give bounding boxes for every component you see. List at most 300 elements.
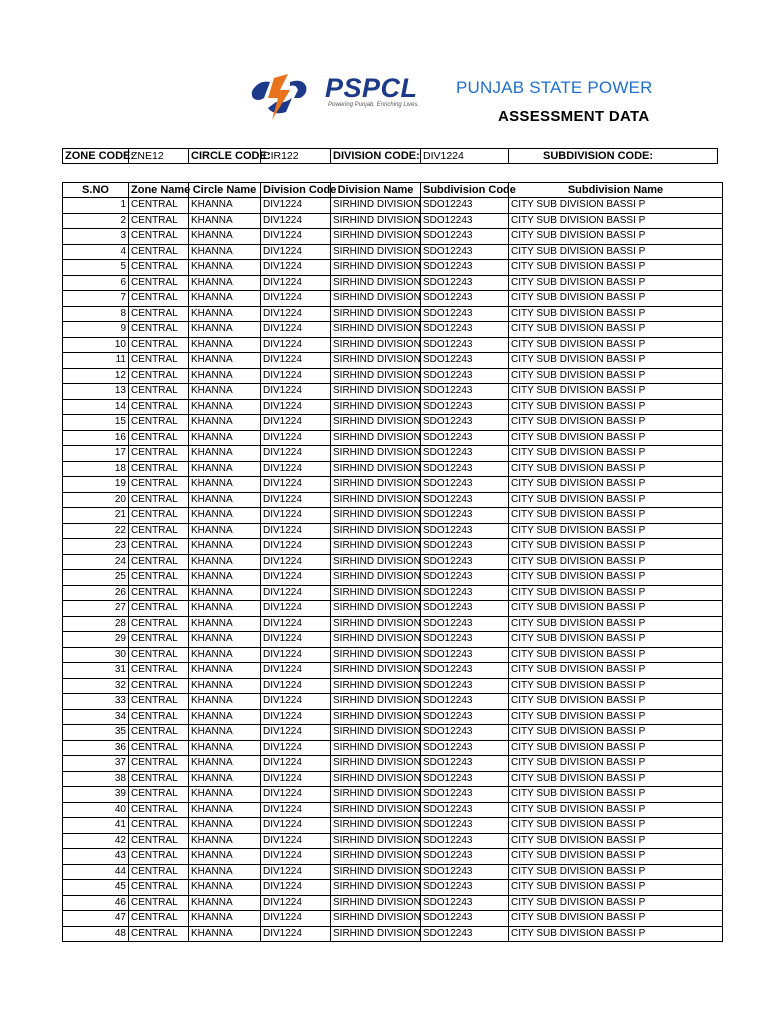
table-cell: CENTRAL	[129, 523, 189, 539]
table-cell: SDO12243	[421, 895, 509, 911]
table-cell: SIRHIND DIVISION	[331, 833, 421, 849]
table-cell: SIRHIND DIVISION	[331, 384, 421, 400]
table-cell: SIRHIND DIVISION	[331, 368, 421, 384]
table-cell: CITY SUB DIVISION BASSI P	[509, 694, 723, 710]
table-cell: CENTRAL	[129, 740, 189, 756]
table-cell: KHANNA	[189, 585, 261, 601]
table-cell: KHANNA	[189, 911, 261, 927]
table-cell: KHANNA	[189, 926, 261, 942]
table-cell: KHANNA	[189, 198, 261, 214]
table-cell: SIRHIND DIVISION	[331, 709, 421, 725]
column-header: Division Code	[261, 183, 331, 198]
serial-number-cell: 47	[63, 911, 129, 927]
serial-number-cell: 37	[63, 756, 129, 772]
table-row	[63, 787, 723, 803]
table-cell: SIRHIND DIVISION	[331, 260, 421, 276]
table-cell: CENTRAL	[129, 430, 189, 446]
circle-code-value: CIR122	[261, 149, 331, 164]
logo-wordmark: PSPCL	[325, 73, 418, 103]
table-cell: SIRHIND DIVISION	[331, 492, 421, 508]
table-cell: DIV1224	[261, 663, 331, 679]
table-cell: CENTRAL	[129, 833, 189, 849]
serial-number-cell: 6	[63, 275, 129, 291]
table-cell: DIV1224	[261, 880, 331, 896]
table-cell: CENTRAL	[129, 477, 189, 493]
table-cell: KHANNA	[189, 492, 261, 508]
table-cell: KHANNA	[189, 601, 261, 617]
table-cell: CENTRAL	[129, 911, 189, 927]
table-cell: DIV1224	[261, 632, 331, 648]
table-row	[63, 864, 723, 880]
table-cell: CITY SUB DIVISION BASSI P	[509, 880, 723, 896]
table-cell: CITY SUB DIVISION BASSI P	[509, 771, 723, 787]
serial-number-cell: 42	[63, 833, 129, 849]
table-cell: KHANNA	[189, 895, 261, 911]
table-row	[63, 198, 723, 214]
table-row	[63, 430, 723, 446]
table-cell: CITY SUB DIVISION BASSI P	[509, 508, 723, 524]
table-row	[63, 353, 723, 369]
table-cell: SDO12243	[421, 756, 509, 772]
table-cell: DIV1224	[261, 601, 331, 617]
table-cell: CENTRAL	[129, 554, 189, 570]
table-cell: CENTRAL	[129, 353, 189, 369]
table-cell: SDO12243	[421, 802, 509, 818]
table-cell: KHANNA	[189, 771, 261, 787]
table-cell: CITY SUB DIVISION BASSI P	[509, 601, 723, 617]
serial-number-cell: 44	[63, 864, 129, 880]
table-cell: SIRHIND DIVISION	[331, 864, 421, 880]
serial-number-cell: 34	[63, 709, 129, 725]
table-cell: SDO12243	[421, 260, 509, 276]
zone-code-value: ZNE12	[129, 149, 189, 164]
serial-number-cell: 18	[63, 461, 129, 477]
table-cell: CENTRAL	[129, 260, 189, 276]
table-cell: KHANNA	[189, 477, 261, 493]
table-row	[63, 585, 723, 601]
table-cell: CENTRAL	[129, 570, 189, 586]
table-cell: SIRHIND DIVISION	[331, 275, 421, 291]
table-cell: CITY SUB DIVISION BASSI P	[509, 198, 723, 214]
table-cell: KHANNA	[189, 554, 261, 570]
division-code-label: DIVISION CODE:	[331, 149, 421, 164]
table-cell: DIV1224	[261, 647, 331, 663]
table-row	[63, 880, 723, 896]
table-cell: CENTRAL	[129, 508, 189, 524]
table-cell: DIV1224	[261, 260, 331, 276]
table-cell: KHANNA	[189, 399, 261, 415]
logo-tagline: Powering Punjab, Enriching Lives.	[328, 102, 420, 108]
serial-number-cell: 38	[63, 771, 129, 787]
table-cell: KHANNA	[189, 244, 261, 260]
table-cell: SDO12243	[421, 508, 509, 524]
serial-number-cell: 7	[63, 291, 129, 307]
table-cell: SIRHIND DIVISION	[331, 539, 421, 555]
table-cell: SIRHIND DIVISION	[331, 663, 421, 679]
table-row	[63, 306, 723, 322]
table-cell: CITY SUB DIVISION BASSI P	[509, 911, 723, 927]
table-cell: CENTRAL	[129, 756, 189, 772]
table-cell: CITY SUB DIVISION BASSI P	[509, 709, 723, 725]
table-cell: SIRHIND DIVISION	[331, 244, 421, 260]
table-row	[63, 694, 723, 710]
table-cell: DIV1224	[261, 337, 331, 353]
table-row	[63, 663, 723, 679]
serial-number-cell: 46	[63, 895, 129, 911]
table-cell: CITY SUB DIVISION BASSI P	[509, 353, 723, 369]
table-cell: SDO12243	[421, 322, 509, 338]
table-cell: KHANNA	[189, 384, 261, 400]
table-cell: KHANNA	[189, 415, 261, 431]
serial-number-cell: 8	[63, 306, 129, 322]
table-cell: SIRHIND DIVISION	[331, 508, 421, 524]
table-cell: CENTRAL	[129, 291, 189, 307]
table-cell: CITY SUB DIVISION BASSI P	[509, 926, 723, 942]
column-header: Subdivision Code	[421, 183, 509, 198]
table-body	[63, 198, 723, 942]
table-cell: CENTRAL	[129, 539, 189, 555]
table-cell: CENTRAL	[129, 694, 189, 710]
table-cell: CITY SUB DIVISION BASSI P	[509, 291, 723, 307]
table-cell: SIRHIND DIVISION	[331, 477, 421, 493]
table-cell: DIV1224	[261, 833, 331, 849]
table-cell: CITY SUB DIVISION BASSI P	[509, 539, 723, 555]
circle-code-label: CIRCLE CODE:	[189, 149, 261, 164]
table-cell: KHANNA	[189, 461, 261, 477]
table-cell: SDO12243	[421, 709, 509, 725]
table-cell: KHANNA	[189, 849, 261, 865]
table-cell: SIRHIND DIVISION	[331, 911, 421, 927]
table-row	[63, 895, 723, 911]
table-cell: CITY SUB DIVISION BASSI P	[509, 213, 723, 229]
table-cell: KHANNA	[189, 818, 261, 834]
table-cell: CENTRAL	[129, 213, 189, 229]
table-cell: CITY SUB DIVISION BASSI P	[509, 818, 723, 834]
table-row	[63, 275, 723, 291]
table-row	[63, 368, 723, 384]
table-cell: KHANNA	[189, 647, 261, 663]
table-row	[63, 709, 723, 725]
table-cell: KHANNA	[189, 616, 261, 632]
pspcl-logo	[244, 68, 424, 128]
organization-title: PUNJAB STATE POWER	[456, 78, 653, 97]
column-header: Zone Name	[129, 183, 189, 198]
table-cell: SDO12243	[421, 585, 509, 601]
table-cell: SDO12243	[421, 353, 509, 369]
table-cell: CITY SUB DIVISION BASSI P	[509, 616, 723, 632]
table-cell: DIV1224	[261, 554, 331, 570]
table-cell: CITY SUB DIVISION BASSI P	[509, 678, 723, 694]
table-cell: SDO12243	[421, 678, 509, 694]
table-row	[63, 229, 723, 245]
table-cell: DIV1224	[261, 585, 331, 601]
serial-number-cell: 36	[63, 740, 129, 756]
table-cell: KHANNA	[189, 446, 261, 462]
serial-number-cell: 40	[63, 802, 129, 818]
column-header: Circle Name	[189, 183, 261, 198]
table-cell: CITY SUB DIVISION BASSI P	[509, 477, 723, 493]
table-cell: SDO12243	[421, 430, 509, 446]
table-cell: DIV1224	[261, 570, 331, 586]
table-cell: CENTRAL	[129, 384, 189, 400]
table-cell: CITY SUB DIVISION BASSI P	[509, 647, 723, 663]
table-row	[63, 678, 723, 694]
table-cell: CITY SUB DIVISION BASSI P	[509, 849, 723, 865]
table-cell: SDO12243	[421, 337, 509, 353]
table-cell: CENTRAL	[129, 632, 189, 648]
serial-number-cell: 17	[63, 446, 129, 462]
table-cell: CENTRAL	[129, 275, 189, 291]
table-cell: SIRHIND DIVISION	[331, 306, 421, 322]
table-cell: DIV1224	[261, 818, 331, 834]
table-cell: CENTRAL	[129, 895, 189, 911]
table-cell: SIRHIND DIVISION	[331, 740, 421, 756]
serial-number-cell: 35	[63, 725, 129, 741]
table-row	[63, 632, 723, 648]
table-cell: SIRHIND DIVISION	[331, 678, 421, 694]
table-cell: CITY SUB DIVISION BASSI P	[509, 430, 723, 446]
table-cell: SDO12243	[421, 616, 509, 632]
table-row	[63, 399, 723, 415]
table-cell: DIV1224	[261, 368, 331, 384]
table-cell: SDO12243	[421, 632, 509, 648]
table-cell: DIV1224	[261, 864, 331, 880]
table-cell: SIRHIND DIVISION	[331, 570, 421, 586]
table-cell: CENTRAL	[129, 585, 189, 601]
serial-number-cell: 24	[63, 554, 129, 570]
table-cell: CITY SUB DIVISION BASSI P	[509, 244, 723, 260]
serial-number-cell: 9	[63, 322, 129, 338]
serial-number-cell: 48	[63, 926, 129, 942]
table-cell: SIRHIND DIVISION	[331, 229, 421, 245]
table-cell: DIV1224	[261, 694, 331, 710]
table-cell: DIV1224	[261, 213, 331, 229]
table-cell: CENTRAL	[129, 787, 189, 803]
table-row	[63, 554, 723, 570]
table-cell: SIRHIND DIVISION	[331, 213, 421, 229]
table-cell: CENTRAL	[129, 864, 189, 880]
table-cell: SDO12243	[421, 864, 509, 880]
serial-number-cell: 23	[63, 539, 129, 555]
table-cell: SIRHIND DIVISION	[331, 446, 421, 462]
table-cell: DIV1224	[261, 849, 331, 865]
table-cell: SIRHIND DIVISION	[331, 337, 421, 353]
serial-number-cell: 14	[63, 399, 129, 415]
column-header: S.NO	[63, 183, 129, 198]
table-cell: CENTRAL	[129, 725, 189, 741]
table-cell: SDO12243	[421, 787, 509, 803]
table-cell: SDO12243	[421, 818, 509, 834]
table-cell: CITY SUB DIVISION BASSI P	[509, 554, 723, 570]
table-cell: SIRHIND DIVISION	[331, 756, 421, 772]
table-cell: KHANNA	[189, 353, 261, 369]
serial-number-cell: 3	[63, 229, 129, 245]
table-cell: DIV1224	[261, 275, 331, 291]
table-cell: DIV1224	[261, 461, 331, 477]
table-cell: SDO12243	[421, 384, 509, 400]
table-cell: SIRHIND DIVISION	[331, 554, 421, 570]
table-cell: CENTRAL	[129, 818, 189, 834]
serial-number-cell: 45	[63, 880, 129, 896]
table-cell: CITY SUB DIVISION BASSI P	[509, 864, 723, 880]
table-cell: CENTRAL	[129, 849, 189, 865]
serial-number-cell: 28	[63, 616, 129, 632]
serial-number-cell: 26	[63, 585, 129, 601]
table-cell: SIRHIND DIVISION	[331, 601, 421, 617]
table-cell: SDO12243	[421, 539, 509, 555]
table-cell: SIRHIND DIVISION	[331, 818, 421, 834]
serial-number-cell: 33	[63, 694, 129, 710]
table-cell: DIV1224	[261, 492, 331, 508]
serial-number-cell: 29	[63, 632, 129, 648]
serial-number-cell: 27	[63, 601, 129, 617]
document-title: ASSESSMENT DATA	[498, 108, 650, 125]
table-cell: DIV1224	[261, 911, 331, 927]
table-cell: KHANNA	[189, 678, 261, 694]
table-row	[63, 337, 723, 353]
table-cell: CENTRAL	[129, 880, 189, 896]
table-cell: SIRHIND DIVISION	[331, 430, 421, 446]
table-row	[63, 415, 723, 431]
table-cell: SIRHIND DIVISION	[331, 523, 421, 539]
table-cell: SIRHIND DIVISION	[331, 198, 421, 214]
table-cell: SIRHIND DIVISION	[331, 926, 421, 942]
table-cell: SDO12243	[421, 694, 509, 710]
table-cell: SIRHIND DIVISION	[331, 632, 421, 648]
table-cell: CENTRAL	[129, 244, 189, 260]
table-cell: DIV1224	[261, 415, 331, 431]
table-cell: CENTRAL	[129, 337, 189, 353]
table-cell: DIV1224	[261, 926, 331, 942]
table-cell: DIV1224	[261, 508, 331, 524]
table-cell: KHANNA	[189, 756, 261, 772]
serial-number-cell: 5	[63, 260, 129, 276]
table-cell: CENTRAL	[129, 322, 189, 338]
assessment-table-container	[62, 182, 664, 942]
table-cell: SIRHIND DIVISION	[331, 291, 421, 307]
table-cell: CENTRAL	[129, 306, 189, 322]
table-cell: CITY SUB DIVISION BASSI P	[509, 446, 723, 462]
table-cell: SIRHIND DIVISION	[331, 725, 421, 741]
table-cell: KHANNA	[189, 570, 261, 586]
table-cell: DIV1224	[261, 740, 331, 756]
table-row	[63, 384, 723, 400]
table-cell: CENTRAL	[129, 802, 189, 818]
table-cell: SIRHIND DIVISION	[331, 461, 421, 477]
table-row	[63, 260, 723, 276]
serial-number-cell: 30	[63, 647, 129, 663]
table-row	[63, 647, 723, 663]
table-row	[63, 725, 723, 741]
table-row	[63, 740, 723, 756]
table-cell: KHANNA	[189, 787, 261, 803]
table-cell: SDO12243	[421, 771, 509, 787]
table-cell: CITY SUB DIVISION BASSI P	[509, 833, 723, 849]
table-cell: KHANNA	[189, 740, 261, 756]
table-cell: SDO12243	[421, 461, 509, 477]
table-cell: DIV1224	[261, 616, 331, 632]
table-cell: CITY SUB DIVISION BASSI P	[509, 802, 723, 818]
table-cell: CITY SUB DIVISION BASSI P	[509, 740, 723, 756]
table-cell: CENTRAL	[129, 601, 189, 617]
table-cell: DIV1224	[261, 384, 331, 400]
table-row	[63, 756, 723, 772]
table-cell: KHANNA	[189, 663, 261, 679]
table-row	[63, 616, 723, 632]
table-cell: DIV1224	[261, 399, 331, 415]
table-cell: SDO12243	[421, 229, 509, 245]
table-cell: DIV1224	[261, 756, 331, 772]
codes-bar	[62, 148, 654, 164]
table-row	[63, 849, 723, 865]
table-row	[63, 771, 723, 787]
zone-code-label: ZONE CODE:	[63, 149, 129, 164]
table-cell: KHANNA	[189, 802, 261, 818]
table-cell: SDO12243	[421, 740, 509, 756]
table-cell: KHANNA	[189, 291, 261, 307]
table-cell: KHANNA	[189, 337, 261, 353]
serial-number-cell: 25	[63, 570, 129, 586]
table-cell: CITY SUB DIVISION BASSI P	[509, 725, 723, 741]
table-cell: DIV1224	[261, 198, 331, 214]
table-cell: CITY SUB DIVISION BASSI P	[509, 337, 723, 353]
table-cell: KHANNA	[189, 539, 261, 555]
table-cell: SDO12243	[421, 911, 509, 927]
table-row	[63, 322, 723, 338]
table-row	[63, 244, 723, 260]
table-cell: CENTRAL	[129, 709, 189, 725]
table-cell: DIV1224	[261, 787, 331, 803]
table-cell: SDO12243	[421, 415, 509, 431]
table-row	[63, 477, 723, 493]
table-cell: SDO12243	[421, 368, 509, 384]
table-cell: SIRHIND DIVISION	[331, 694, 421, 710]
table-cell: DIV1224	[261, 229, 331, 245]
table-cell: KHANNA	[189, 213, 261, 229]
table-row	[63, 818, 723, 834]
table-row	[63, 446, 723, 462]
table-cell: DIV1224	[261, 322, 331, 338]
table-row	[63, 523, 723, 539]
table-cell: CITY SUB DIVISION BASSI P	[509, 492, 723, 508]
lightning-logo-icon	[244, 68, 324, 128]
table-cell: KHANNA	[189, 368, 261, 384]
table-cell: DIV1224	[261, 523, 331, 539]
serial-number-cell: 21	[63, 508, 129, 524]
table-cell: KHANNA	[189, 725, 261, 741]
table-cell: SDO12243	[421, 244, 509, 260]
table-row	[63, 461, 723, 477]
table-cell: DIV1224	[261, 446, 331, 462]
table-cell: SDO12243	[421, 198, 509, 214]
serial-number-cell: 4	[63, 244, 129, 260]
serial-number-cell: 13	[63, 384, 129, 400]
table-cell: SDO12243	[421, 833, 509, 849]
table-header-row	[63, 183, 723, 198]
table-cell: CENTRAL	[129, 647, 189, 663]
table-cell: DIV1224	[261, 291, 331, 307]
table-cell: CITY SUB DIVISION BASSI P	[509, 523, 723, 539]
table-cell: SIRHIND DIVISION	[331, 880, 421, 896]
table-cell: CITY SUB DIVISION BASSI P	[509, 229, 723, 245]
table-cell: CENTRAL	[129, 771, 189, 787]
table-row	[63, 213, 723, 229]
table-cell: CENTRAL	[129, 678, 189, 694]
table-cell: DIV1224	[261, 477, 331, 493]
table-cell: SDO12243	[421, 291, 509, 307]
table-cell: SDO12243	[421, 926, 509, 942]
table-cell: SIRHIND DIVISION	[331, 802, 421, 818]
